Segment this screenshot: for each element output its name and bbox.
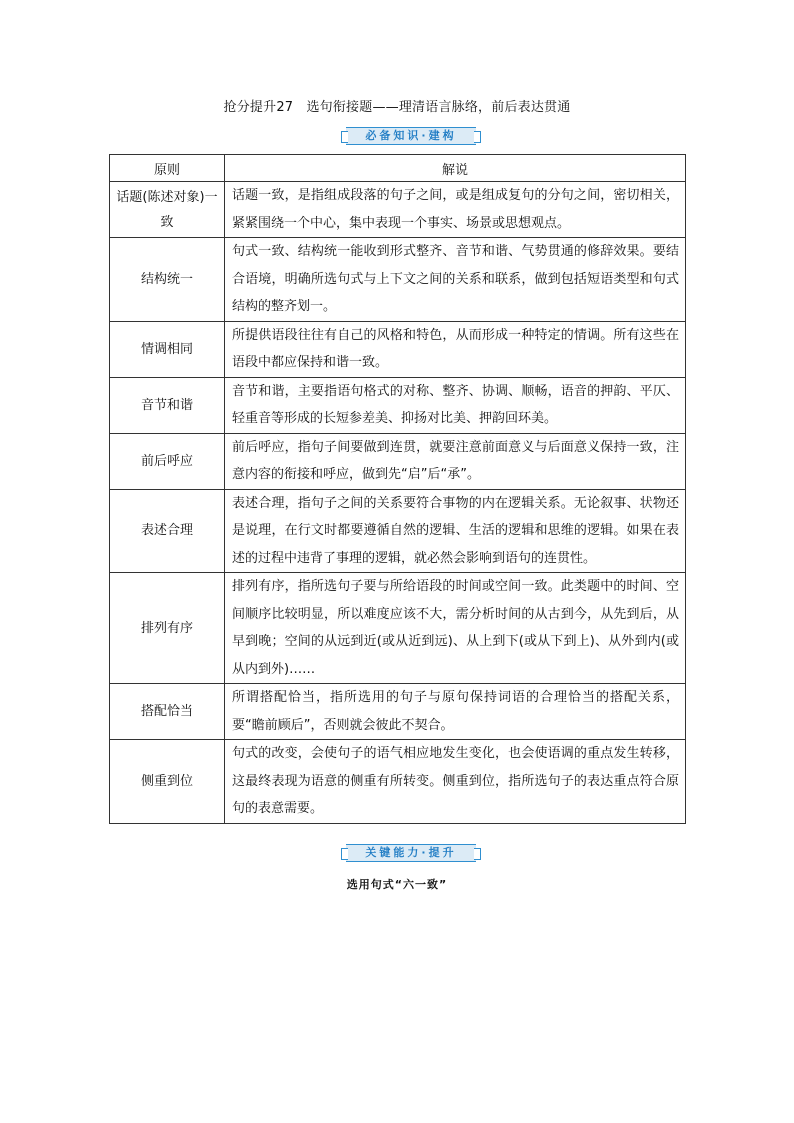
header-principle: 原则 [110, 155, 225, 182]
section-banner-knowledge: 必备知识·建构 [346, 127, 476, 145]
explanation-cell: 前后呼应，指句子间要做到连贯，就要注意前面意义与后面意义保持一致，注意内容的衔接和呼应，做到先“启”后“承”。 [225, 433, 686, 489]
table-row [110, 433, 686, 489]
explanation-cell: 排列有序，指所选句子要与所给语段的时间或空间一致。此类题中的时间、空间顺序比较明显，所以难度应该不大，需分析时间的从古到今，从先到后，从早到晚；空间的从远到近(或从近到远)、从上到下(或从下到上)、从外到内(或从内到外)…… [225, 573, 686, 684]
principle-cell: 搭配恰当 [110, 684, 225, 740]
table-header-row [110, 155, 686, 182]
explanation-cell: 所谓搭配恰当，指所选用的句子与原句保持词语的合理恰当的搭配关系，要“瞻前顾后”，否则就会彼此不契合。 [225, 684, 686, 740]
explanation-cell: 话题一致，是指组成段落的句子之间，或是组成复句的分句之间，密切相关，紧紧围绕一个中心，集中表现一个事实、场景或思想观点。 [225, 182, 686, 238]
principle-cell: 音节和谐 [110, 377, 225, 433]
table-row [110, 321, 686, 377]
section-subtitle: 选用句式“六一致” [346, 878, 448, 891]
explanation-cell: 音节和谐，主要指语句格式的对称、整齐、协调、顺畅，语音的押韵、平仄、轻重音等形成的长短参差美、抑扬对比美、押韵回环美。 [225, 377, 686, 433]
explanation-cell: 句式一致、结构统一能收到形式整齐、音节和谐、气势贯通的修辞效果。要结合语境，明确所选句式与上下文之间的关系和联系，做到包括短语类型和句式结构的整齐划一。 [225, 238, 686, 322]
principles-table [109, 154, 686, 824]
table-row [110, 684, 686, 740]
table-row [110, 377, 686, 433]
table-row [110, 489, 686, 573]
table-row [110, 740, 686, 824]
principle-cell: 情调相同 [110, 321, 225, 377]
explanation-cell: 所提供语段往往有自己的风格和特色，从而形成一种特定的情调。所有这些在语段中都应保持和谐一致。 [225, 321, 686, 377]
principle-cell: 话题(陈述对象)一致 [110, 182, 225, 238]
principle-cell: 前后呼应 [110, 433, 225, 489]
principle-cell: 侧重到位 [110, 740, 225, 824]
principle-cell: 排列有序 [110, 573, 225, 684]
principle-cell: 结构统一 [110, 238, 225, 322]
explanation-cell: 句式的改变，会使句子的语气相应地发生变化，也会使语调的重点发生转移，这最终表现为语意的侧重有所转变。侧重到位，指所选句子的表达重点符合原句的表意需要。 [225, 740, 686, 824]
table-row [110, 238, 686, 322]
section-banner-ability: 关键能力·提升 [346, 844, 476, 862]
page-title: 抢分提升27 选句衔接题——理清语言脉络，前后表达贯通 [223, 100, 571, 115]
principle-cell: 表述合理 [110, 489, 225, 573]
explanation-cell: 表述合理，指句子之间的关系要符合事物的内在逻辑关系。无论叙事、状物还是说理，在行文时都要遵循自然的逻辑、生活的逻辑和思维的逻辑。如果在表述的过程中违背了事理的逻辑，就必然会影响到语句的连贯性。 [225, 489, 686, 573]
header-explanation: 解说 [225, 155, 686, 182]
table-row [110, 573, 686, 684]
table-row [110, 182, 686, 238]
